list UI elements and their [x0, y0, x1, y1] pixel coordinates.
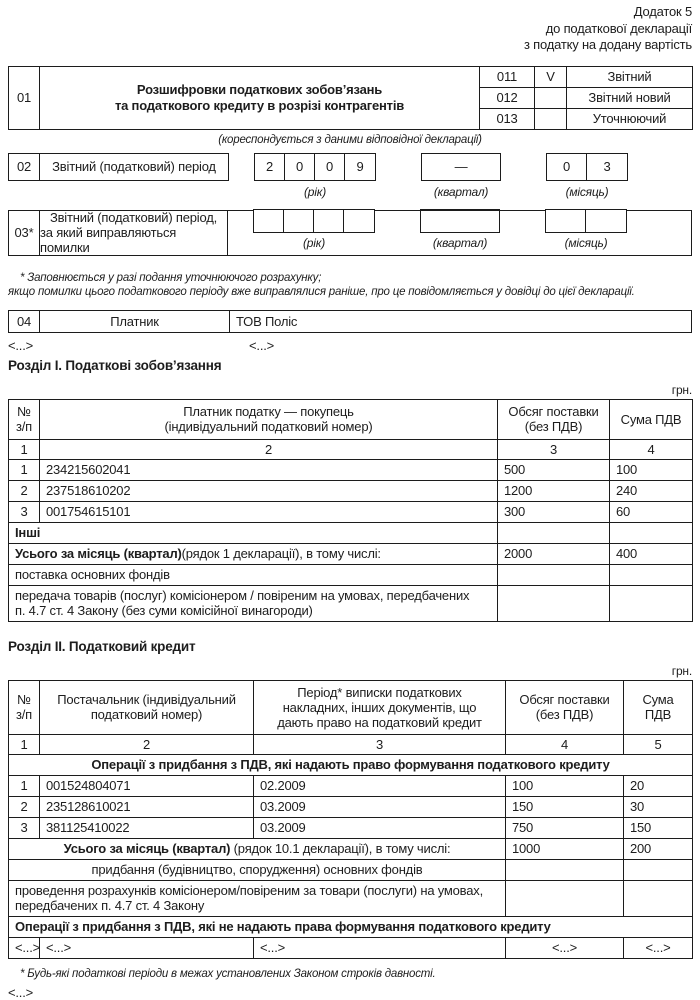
empty-cell: [610, 585, 693, 621]
header-line-2: до податкової декларації: [545, 20, 692, 36]
col-number: 4: [610, 439, 693, 459]
sub-row-label: поставка основних фондів: [9, 564, 498, 585]
col-number: 2: [40, 734, 254, 754]
row-num: 2: [9, 480, 40, 501]
option-code-012: 012: [480, 87, 535, 108]
omission-mark: <...>: [9, 937, 40, 958]
year-digit-input[interactable]: [344, 210, 374, 232]
month-digit-input[interactable]: 3: [603, 158, 611, 174]
total-label: Усього за місяць (квартал) (рядок 10.1 декларації), в тому числі:: [9, 838, 506, 859]
year-digit-input[interactable]: 2: [255, 154, 285, 180]
quarter-caption: (квартал): [433, 184, 489, 199]
option-checkbox-011[interactable]: V: [535, 66, 567, 87]
col-header-volume: Обсяг поставки (без ПДВ): [498, 399, 610, 439]
year-digit-input[interactable]: [314, 210, 344, 232]
field-02-code: 02: [9, 154, 40, 180]
supplier-tax-number: 235128610021: [40, 796, 254, 817]
table-row: [9, 796, 693, 817]
section-2-title: Розділ II. Податковий кредит: [8, 638, 196, 654]
omission-marks: [8, 338, 692, 353]
supplier-tax-number: 001524804071: [40, 775, 254, 796]
table-row: [9, 501, 693, 522]
omission-mark: <...>: [624, 937, 693, 958]
appendix-number: Додаток 5: [633, 4, 692, 19]
field-03-label: [40, 211, 228, 255]
table-row: [9, 459, 693, 480]
option-code-011: 011: [480, 66, 535, 87]
empty-cell: [498, 564, 610, 585]
quarter-caption: (квартал): [432, 236, 488, 250]
month-digit-boxes: [545, 209, 627, 233]
field-04-code: 04: [9, 310, 40, 332]
year-digit-boxes: [253, 209, 375, 233]
omission-mark: <...>: [249, 337, 275, 353]
omission-mark: <...>: [506, 937, 624, 958]
option-checkbox-012[interactable]: [535, 87, 567, 108]
year-caption: (рік): [303, 236, 325, 250]
form-title-line-2: та податкового кредиту в розрізі контрагентів: [114, 97, 405, 113]
option-checkbox-013[interactable]: [535, 108, 567, 129]
band-row-credit-not-allowed: [9, 916, 693, 937]
field-01-code: 01: [9, 66, 40, 129]
option-label-zvitnyi-novyi: Звітний новий: [567, 87, 693, 108]
empty-cell: [506, 880, 624, 916]
supplier-tax-number: 381125410022: [40, 817, 254, 838]
col-header-period: Період* виписки податкових накладних, інших документів, що дають право на податковий кредит: [254, 680, 506, 734]
col-header-num: № з/п: [9, 399, 40, 439]
year-caption: (рік): [304, 184, 326, 199]
col-number: 4: [506, 734, 624, 754]
block-03-period: [8, 210, 692, 256]
empty-cell: [498, 522, 610, 543]
table-row: [9, 480, 693, 501]
band-row-credit-allowed: [9, 754, 693, 775]
footnote-periods: [8, 967, 692, 982]
vat-amount: 150: [624, 817, 693, 838]
form-title-line-1: Розшифровки податкових зобов’язань: [136, 81, 383, 97]
vat-amount: 100: [610, 459, 693, 480]
col-header-vat: Сума ПДВ: [610, 399, 693, 439]
col-header-volume: Обсяг поставки (без ПДВ): [506, 680, 624, 734]
field-03-label-line-1: Звітний (податковий) період,: [49, 210, 218, 225]
supply-volume: 1200: [498, 480, 610, 501]
total-volume: 2000: [498, 543, 610, 564]
total-volume: 1000: [506, 838, 624, 859]
form-title: [40, 66, 480, 129]
vat-amount: 60: [610, 501, 693, 522]
invoice-period: 03.2009: [254, 817, 506, 838]
year-digit-input[interactable]: 0: [315, 154, 345, 180]
quarter-group: [421, 153, 501, 199]
block-04-table: [8, 310, 692, 333]
block-03-inputs: [228, 211, 691, 255]
total-vat: 200: [624, 838, 693, 859]
section-1-currency: грн.: [671, 382, 692, 397]
section-2-table: [8, 680, 693, 959]
sub-row-label: передача товарів (послуг) комісіонером / повіреним на умовах, передбачених п. 4.7 ст. 4 Закону (без суми комісійної винагороди): [9, 585, 498, 621]
buyer-tax-number: 001754615101: [40, 501, 498, 522]
omission-mark: <...>: [254, 937, 506, 958]
month-digit-input[interactable]: [586, 210, 626, 232]
supply-volume: 750: [506, 817, 624, 838]
invoice-period: 03.2009: [254, 796, 506, 817]
total-vat: 400: [610, 543, 693, 564]
section-2-currency: грн.: [671, 663, 692, 678]
omission-mark: <...>: [8, 985, 34, 1000]
col-header-supplier: Постачальник (індивідуальний податковий номер): [40, 680, 254, 734]
option-label-zvitnyi: Звітний: [567, 66, 693, 87]
option-label-utochniuiuchyi: Уточнюючий: [567, 108, 693, 129]
field-02-label: Звітний (податковий) період: [52, 158, 216, 174]
block-02-period: [8, 153, 692, 199]
omission-row: [9, 937, 693, 958]
month-digit-boxes: [546, 153, 628, 181]
buyer-tax-number: 237518610202: [40, 480, 498, 501]
quarter-input[interactable]: [420, 209, 500, 233]
vat-amount: 20: [624, 775, 693, 796]
year-digit-input[interactable]: [284, 210, 314, 232]
table-row: [9, 775, 693, 796]
total-row: [9, 838, 693, 859]
month-caption: (місяць): [564, 236, 608, 250]
col-number: 2: [40, 439, 498, 459]
table-row: [9, 817, 693, 838]
sub-row-label: проведення розрахунків комісіонером/повіреним за товари (послуги) на умовах, передбачених п. 4.7 ст. 4 Закону: [9, 880, 506, 916]
year-digit-input[interactable]: 9: [356, 158, 364, 174]
taxpayer-name-value[interactable]: ТОВ Поліс: [230, 310, 692, 332]
footnote-correction-line-2: якщо помилки цього податкового періоду вже виправлялися раніше, про це повідомляється у довідці до цієї декларації.: [8, 286, 635, 298]
total-label: Усього за місяць (квартал)(рядок 1 декларації), в тому числі:: [9, 543, 498, 564]
band-label: Операції з придбання з ПДВ, які надають право формування податкового кредиту: [9, 754, 693, 775]
month-group: [546, 153, 628, 199]
col-header-buyer: Платник податку — покупець (індивідуальний податковий номер): [40, 399, 498, 439]
document-header: [8, 4, 692, 54]
month-digit-input[interactable]: 0: [547, 154, 587, 180]
band-label: Операції з придбання з ПДВ, які не надають права формування податкового кредиту: [9, 916, 693, 937]
supply-volume: 100: [506, 775, 624, 796]
empty-cell: [506, 859, 624, 880]
option-code-013: 013: [480, 108, 535, 129]
quarter-input[interactable]: —: [421, 153, 501, 181]
col-number: 3: [254, 734, 506, 754]
correspondence-note: (кореспондується з даними відповідної декларації): [218, 133, 482, 146]
row-num: 3: [9, 817, 40, 838]
sub-row-fixed-assets: [9, 859, 693, 880]
footnote-periods-text: * Будь-які податкові періоди в межах установлених Законом строків давності.: [20, 967, 436, 980]
col-number: 3: [498, 439, 610, 459]
section-1-table: [8, 399, 693, 622]
supply-volume: 150: [506, 796, 624, 817]
row-num: 3: [9, 501, 40, 522]
others-label: Інші: [9, 522, 498, 543]
field-02-box: [8, 153, 229, 181]
year-group: [254, 153, 376, 199]
row-num: 1: [9, 775, 40, 796]
empty-cell: [610, 522, 693, 543]
total-row: [9, 543, 693, 564]
year-digit-boxes: [254, 153, 376, 181]
section-1-title: Розділ I. Податкові зобов’язання: [8, 357, 222, 373]
month-caption: (місяць): [565, 184, 609, 199]
sub-row-label: придбання (будівництво, спорудження) основних фондів: [9, 859, 506, 880]
field-03-code: 03*: [9, 211, 40, 255]
vat-amount: 30: [624, 796, 693, 817]
month-digit-input[interactable]: [546, 210, 586, 232]
omission-mark: <...>: [40, 937, 254, 958]
empty-cell: [624, 859, 693, 880]
header-line-3: з податку на додану вартість: [523, 37, 692, 52]
sub-row-commission: [9, 585, 693, 621]
row-num: 2: [9, 796, 40, 817]
sub-row-fixed-assets: [9, 564, 693, 585]
col-header-vat: Сума ПДВ: [624, 680, 693, 734]
supply-volume: 300: [498, 501, 610, 522]
vat-amount: 240: [610, 480, 693, 501]
field-03-label-line-2: за який виправляються помилки: [40, 225, 177, 255]
sub-row-commission: [9, 880, 693, 916]
omission-mark: <...>: [8, 337, 34, 353]
taxpayer-label: Платник: [40, 310, 230, 332]
footnote-correction-line-1: * Заповнюється у разі подання уточнюючого розрахунку;: [20, 271, 322, 284]
year-digit-input[interactable]: 0: [285, 154, 315, 180]
row-num: 1: [9, 459, 40, 480]
empty-cell: [624, 880, 693, 916]
supply-volume: 500: [498, 459, 610, 480]
footnote-correction: [8, 271, 692, 300]
buyer-tax-number: 234215602041: [40, 459, 498, 480]
col-number: 5: [624, 734, 693, 754]
col-number: 1: [9, 439, 40, 459]
col-number: 1: [9, 734, 40, 754]
others-row: [9, 522, 693, 543]
block-01-table: [8, 66, 693, 130]
year-digit-input[interactable]: [254, 210, 284, 232]
col-header-num: № з/п: [9, 680, 40, 734]
empty-cell: [610, 564, 693, 585]
invoice-period: 02.2009: [254, 775, 506, 796]
empty-cell: [498, 585, 610, 621]
